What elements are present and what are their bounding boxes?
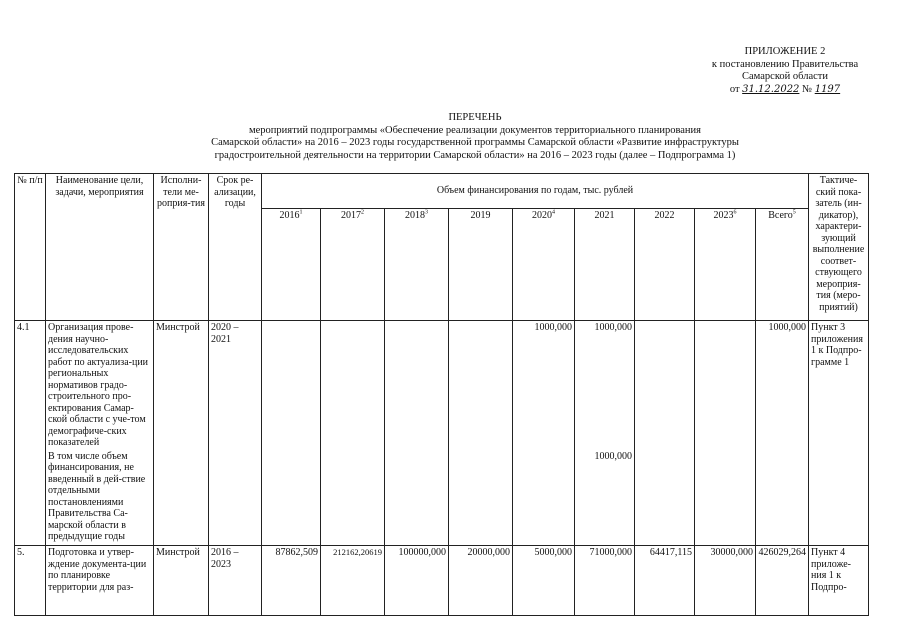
value-cell [449,321,513,450]
row-term: 2016 – 2023 [209,546,262,616]
year-label: 2022 [654,210,675,221]
year-label: 2023 [713,210,734,221]
value-cell: 426029,264 [756,546,809,616]
row-executor: Минстрой [154,321,209,546]
value-cell [513,450,575,546]
value-cell: 71000,000 [575,546,635,616]
footnote-mark: 5 [792,209,796,216]
value-cell [756,450,809,546]
year-label: 2021 [594,210,615,221]
header-year-5 [575,209,635,321]
footnote-mark: 6 [733,209,737,216]
value-cell: 1000,000 [575,450,635,546]
value-cell [321,321,385,450]
row-executor: Минстрой [154,546,209,616]
heading-line-3: градостроительной деятельности на территории Самарской области» на 2016 – 2023 годы (далее – Подпрограмма 1) [214,149,736,161]
row-name: Подготовка и утвер-ждение документа-ции по планировке территории для раз- [46,546,154,616]
value-cell [695,450,756,546]
value-cell [385,450,449,546]
year-label: 2019 [470,210,491,221]
row-num: 4.1 [15,321,46,546]
year-label: 2016 [279,210,300,221]
document-heading [150,112,800,162]
appendix-line-1: к постановлению Правительства [711,58,859,70]
value-cell [321,450,385,546]
heading-title: ПЕРЕЧЕНЬ [448,112,502,123]
header-funding: Объем финансирования по годам, тыс. рублей [262,174,809,209]
appendix-date: 31.12.2022 [742,83,800,95]
appendix-prefix: от [729,83,740,95]
header-year-6 [635,209,695,321]
header-name: Наименование цели, задачи, мероприятия [46,174,154,321]
header-year-1 [321,209,385,321]
row-indicator: Пункт 4 приложе-ния 1 к Подпро- [809,546,869,616]
header-indicator: Тактиче-ский пока-затель (ин-дикатор), характери-зующий выполнение соответ-ствующего мероприя-тия (меро-приятий) [809,174,869,321]
header-term: Срок ре-ализации, годы [209,174,262,321]
row-name: Организация прове-дения научно-исследовательских работ по актуализа-ции региональных нормативов градо-строительного про-ектирования Самар-ской области с уче-том демографиче-ских показателей [46,321,154,450]
header-year-3 [449,209,513,321]
value-cell [262,321,321,450]
footnote-mark: 2 [361,209,364,216]
header-year-0 [262,209,321,321]
appendix-title: ПРИЛОЖЕНИЕ 2 [744,46,826,57]
row-subname: В том числе объем финансирования, не введенный в дей-ствие отдельными постановлениями Правительства Са-марской области в предыдущие годы [46,450,154,546]
heading-line-2: Самарской области» на 2016 – 2023 годы государственной программы Самарской области «Развитие инфраструктуры [211,137,739,148]
value-cell: 1000,000 [513,321,575,450]
row-num: 5. [15,546,46,616]
header-year-7 [695,209,756,321]
header-year-2 [385,209,449,321]
value-cell: 87862,509 [262,546,321,616]
year-label: Всего [768,210,793,221]
value-cell [635,321,695,450]
appendix-line-2: Самарской области [742,71,828,82]
row-indicator: Пункт 3 приложения 1 к Подпро-грамме 1 [809,321,869,546]
value-cell [635,450,695,546]
heading-line-1: мероприятий подпрограммы «Обеспечение реализации документов территориального планирования [248,124,701,136]
value-cell: 64417,115 [635,546,695,616]
value-cell: 100000,000 [385,546,449,616]
year-label: 2017 [341,210,361,221]
value-cell [695,321,756,450]
value-cell [262,450,321,546]
appendix-number: 1197 [814,83,841,95]
header-year-8 [756,209,809,321]
value-cell: 30000,000 [695,546,756,616]
value-cell: 1000,000 [756,321,809,450]
appendix-block [700,46,870,96]
value-cell: 212162,20619 [321,546,385,616]
footnote-mark: 4 [552,209,555,216]
header-executor: Исполни-тели ме-роприя-тия [154,174,209,321]
row-term: 2020 – 2021 [209,321,262,546]
footnote-mark: 1 [299,209,303,216]
year-label: 2020 [532,210,552,221]
appendix-date-line [700,84,870,97]
value-cell [385,321,449,450]
value-cell: 5000,000 [513,546,575,616]
footnote-mark: 3 [425,209,428,216]
value-cell [449,450,513,546]
header-year-4 [513,209,575,321]
value-cell: 20000,000 [449,546,513,616]
value-cell: 1000,000 [575,321,635,450]
appendix-num-label: № [802,83,813,95]
header-num: № п/п [15,174,46,321]
year-label: 2018 [405,210,425,221]
activities-table [14,173,869,616]
